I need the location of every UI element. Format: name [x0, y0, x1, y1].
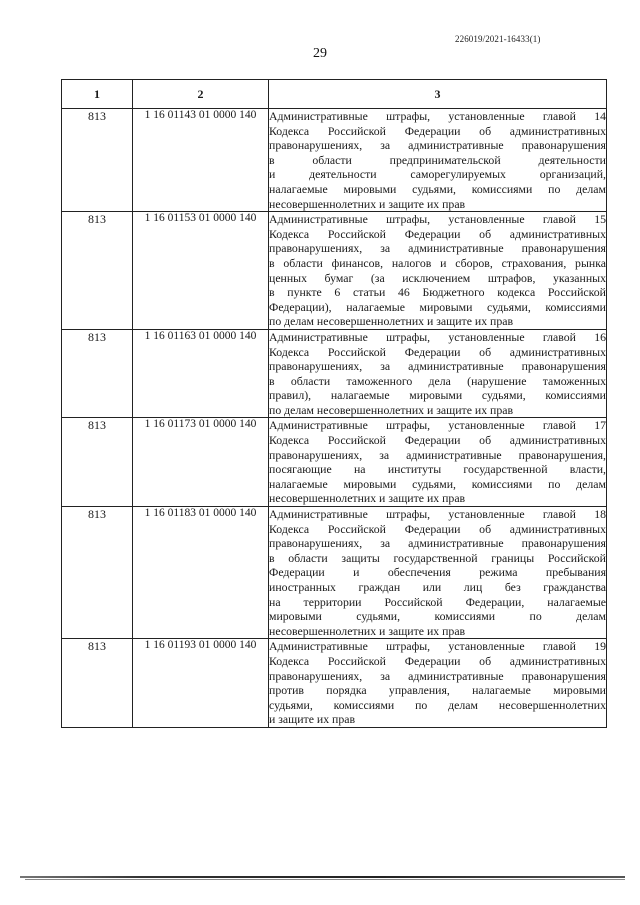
- description-line: правонарушениях, за административные правонарушения: [269, 359, 606, 374]
- description-line: Кодекса Российской Федерации об административных: [269, 521, 606, 536]
- description-line: правонарушениях, за административные правонарушения: [269, 138, 606, 153]
- column-header-3: 3: [269, 80, 607, 109]
- budget-code-cell: 1 16 01143 01 0000 140: [133, 109, 269, 212]
- table-row: [62, 212, 607, 330]
- description-line: и защите их прав: [269, 712, 356, 727]
- document-number: 226019/2021-16433(1): [455, 34, 541, 44]
- admin-code-cell: 813: [62, 418, 133, 507]
- description-line: против порядка управления, налагаемые мировыми: [269, 683, 606, 698]
- description-line: иностранных граждан или лиц без гражданства: [269, 580, 606, 594]
- description-line: Кодекса Российской Федерации об административных: [269, 123, 606, 138]
- description-line: правонарушениях, за административные правонарушения,: [269, 447, 606, 462]
- admin-code-cell: 813: [62, 109, 133, 212]
- description-line: по делам несовершеннолетних и защите их прав: [269, 402, 514, 417]
- description-line: и деятельности саморегулируемых организаций,: [269, 167, 606, 182]
- table-header-row: [62, 80, 607, 109]
- bottom-rule: [20, 876, 625, 878]
- admin-code-cell: 813: [62, 212, 133, 330]
- table-row: [62, 507, 607, 639]
- description-line: правонарушениях, за административные правонарушения: [269, 668, 606, 683]
- description-line: в пункте 6 статьи 46 Бюджетного кодекса Российской: [269, 285, 606, 300]
- budget-code-cell: 1 16 01183 01 0000 140: [133, 507, 269, 639]
- description-line: ценных бумаг (за исключением штрафов, указанных: [269, 270, 606, 285]
- description-line: правонарушениях, за административные правонарушения: [269, 241, 606, 256]
- table-row: [62, 418, 607, 507]
- description-line: посягающие на институты государственной власти,: [269, 462, 606, 477]
- description-line: Кодекса Российской Федерации об административных: [269, 226, 606, 241]
- description-line: Административные штрафы, установленные главой 19: [269, 639, 606, 654]
- description-line: в области финансов, налогов и сборов, страхования, рынка: [269, 255, 606, 270]
- description-line: Федерации и обеспечения режима пребывания: [269, 565, 606, 580]
- description-line: мировыми судьями, комиссиями по делам: [269, 609, 606, 624]
- description-cell: [269, 639, 607, 728]
- description-line: Административные штрафы, установленные главой 15: [269, 212, 606, 227]
- description-line: правонарушениях, за административные правонарушения: [269, 536, 606, 551]
- admin-code-cell: 813: [62, 639, 133, 728]
- description-line: Административные штрафы, установленные главой 16: [269, 329, 606, 344]
- table-row: [62, 109, 607, 212]
- description-line: Кодекса Российской Федерации об административных: [269, 653, 606, 668]
- description-line: несовершеннолетних и защите их прав: [269, 196, 466, 211]
- description-line: в области защиты государственной границы Российской: [269, 550, 606, 565]
- description-line: правил), налагаемые мировыми судьями, комиссиями: [269, 388, 606, 403]
- budget-code-cell: 1 16 01193 01 0000 140: [133, 639, 269, 728]
- bottom-rule-secondary: [25, 879, 625, 880]
- description-line: Кодекса Российской Федерации об административных: [269, 344, 606, 359]
- admin-code-cell: 813: [62, 329, 133, 418]
- table-row: [62, 329, 607, 418]
- table-body: [62, 109, 607, 728]
- description-cell: [269, 329, 607, 418]
- description-line: судьями, комиссиями по делам несовершеннолетних: [269, 697, 606, 712]
- description-line: Административные штрафы, установленные главой 14: [269, 109, 606, 123]
- description-line: на территории Российской Федерации, налагаемые: [269, 594, 606, 609]
- description-line: налагаемые мировыми судьями, комиссиями по делам: [269, 476, 606, 491]
- description-line: Административные штрафы, установленные главой 17: [269, 418, 606, 433]
- description-line: в области таможенного дела (нарушение таможенных: [269, 373, 606, 388]
- column-header-1: 1: [62, 80, 133, 109]
- table-row: [62, 639, 607, 728]
- description-cell: [269, 109, 607, 212]
- description-cell: [269, 507, 607, 639]
- budget-code-cell: 1 16 01163 01 0000 140: [133, 329, 269, 418]
- description-line: несовершеннолетних и защите их прав: [269, 491, 466, 506]
- budget-code-cell: 1 16 01173 01 0000 140: [133, 418, 269, 507]
- description-cell: [269, 418, 607, 507]
- budget-codes-table: [61, 79, 607, 728]
- description-line: налагаемые мировыми судьями, комиссиями по делам: [269, 181, 606, 196]
- page-number: 29: [313, 46, 327, 61]
- description-line: Кодекса Российской Федерации об административных: [269, 433, 606, 448]
- budget-code-cell: 1 16 01153 01 0000 140: [133, 212, 269, 330]
- description-line: несовершеннолетних и защите их прав: [269, 623, 466, 638]
- description-line: Федерации), налагаемые мировыми судьями, комиссиями: [269, 299, 606, 314]
- description-line: в области предпринимательской деятельности: [269, 152, 606, 167]
- description-cell: [269, 212, 607, 330]
- description-line: по делам несовершеннолетних и защите их прав: [269, 314, 514, 329]
- column-header-2: 2: [133, 80, 269, 109]
- description-line: Административные штрафы, установленные главой 18: [269, 507, 606, 522]
- admin-code-cell: 813: [62, 507, 133, 639]
